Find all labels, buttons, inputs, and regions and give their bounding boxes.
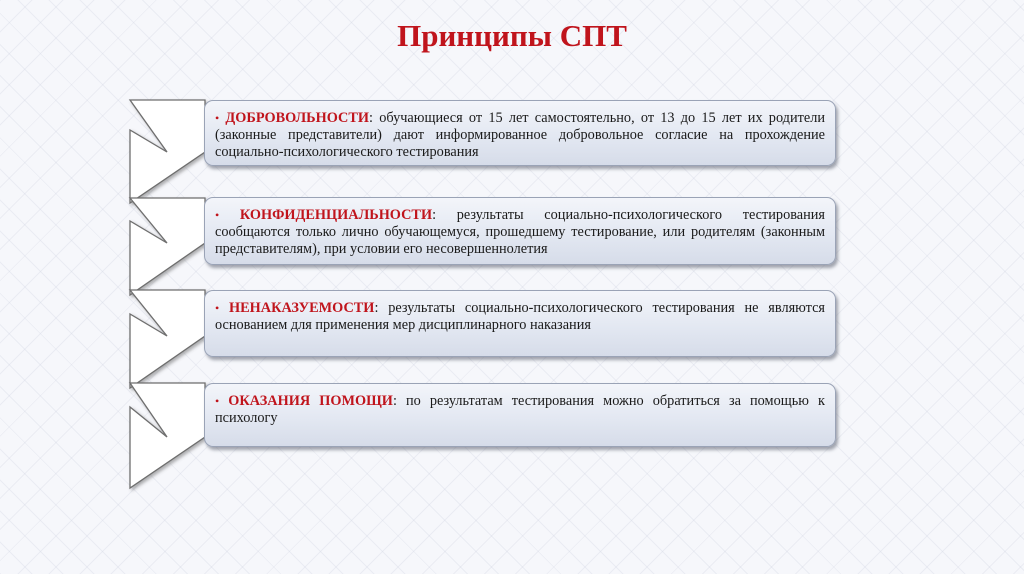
principle-term: НЕНАКАЗУЕМОСТИ: [229, 300, 375, 316]
principle-text: : обучающиеся от 15 лет самостоятельно, от 13 до 15 лет их родители (законные представители) дают информированное добровольное согласие на прохождение социально-психологического тестирования: [215, 110, 825, 160]
bullet-icon: •: [215, 111, 220, 125]
bullet-icon: •: [215, 208, 220, 222]
chevron-2: [130, 198, 205, 295]
principle-term: КОНФИДЕНЦИАЛЬНОСТИ: [239, 207, 433, 223]
chevron-3: [130, 290, 205, 388]
principle-term: ОКАЗАНИЯ ПОМОЩИ: [228, 393, 393, 409]
chevron-1: [130, 100, 205, 203]
chevron-4: [130, 383, 205, 488]
principle-text: : результаты социально-психологического тестирования сообщаются только лично обучающемуся, прошедшему тестирование, или родителям (законным представителям), при условии его несовершеннолетия: [215, 207, 825, 257]
principle-box-3: [204, 290, 836, 357]
slide-title: Принципы СПТ: [397, 18, 627, 53]
principle-box-4: [204, 383, 836, 447]
principle-text: : по результатам тестирования можно обратиться за помощью к психологу: [215, 393, 825, 426]
principle-text: : результаты социально-психологического тестирования не являются основанием для применения мер дисциплинарного наказания: [215, 300, 825, 333]
bullet-icon: •: [215, 301, 220, 315]
principle-box-1: [204, 100, 836, 166]
principle-term: ДОБРОВОЛЬНОСТИ: [225, 110, 370, 126]
bullet-icon: •: [215, 394, 220, 408]
principle-box-2: [204, 197, 836, 265]
